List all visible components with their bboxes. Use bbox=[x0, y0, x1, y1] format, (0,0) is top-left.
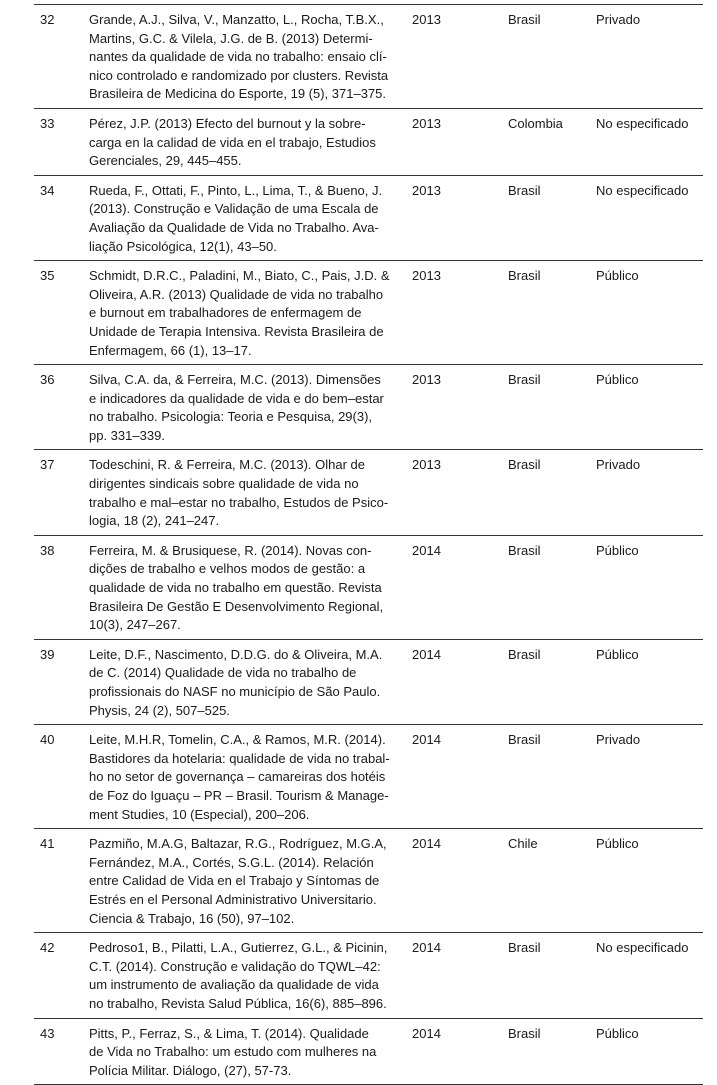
country: Brasil bbox=[508, 639, 596, 724]
references-table-body bbox=[34, 5, 703, 1085]
reference-line: liação Psicológica, 12(1), 43–50. bbox=[89, 238, 277, 254]
publication-year: 2014 bbox=[407, 725, 508, 829]
reference-line: Pazmiño, M.A.G, Baltazar, R.G., Rodríguez, M.G.A, bbox=[89, 836, 387, 852]
reference-line: e indicadores da qualidade de vida e do bem–estar bbox=[89, 390, 384, 406]
row-number: 37 bbox=[34, 450, 89, 535]
reference-line: Pérez, J.P. (2013) Efecto del burnout y la sobre- bbox=[89, 115, 366, 131]
reference-line: Ferreira, M. & Brusiquese, R. (2014). Novas con- bbox=[89, 542, 372, 558]
reference-line: Polícia Militar. Diálogo, (27), 57-73. bbox=[89, 1062, 292, 1078]
reference-citation bbox=[89, 365, 407, 450]
reference-line: nico controlado e randomizado por clusters. Revista bbox=[89, 67, 389, 83]
sector-type: Público bbox=[596, 639, 703, 724]
reference-line: de Foz do Iguaçu – PR – Brasil. Tourism & Manage- bbox=[89, 787, 389, 803]
country: Chile bbox=[508, 829, 596, 933]
country: Brasil bbox=[508, 535, 596, 639]
table-row bbox=[34, 725, 703, 829]
reference-line: Todeschini, R. & Ferreira, M.C. (2013). Olhar de bbox=[89, 457, 365, 473]
reference-line: qualidade de vida no trabalho em questão. Revista bbox=[89, 580, 382, 596]
reference-citation bbox=[89, 108, 407, 175]
sector-type: Público bbox=[596, 829, 703, 933]
country: Brasil bbox=[508, 450, 596, 535]
reference-line: pp. 331–339. bbox=[89, 427, 165, 443]
reference-line: profissionais do NASF no município de São Paulo. bbox=[89, 684, 381, 699]
reference-citation bbox=[89, 933, 407, 1018]
reference-line: Brasileira De Gestão E Desenvolvimento Regional, bbox=[89, 598, 384, 614]
sector-type: No especificado bbox=[596, 108, 703, 175]
country: Colombia bbox=[508, 108, 596, 175]
reference-line: de C. (2014) Qualidade de vida no trabalho de bbox=[89, 665, 357, 681]
country: Brasil bbox=[508, 175, 596, 260]
reference-citation bbox=[89, 261, 407, 365]
sector-type: Público bbox=[596, 365, 703, 450]
row-number: 43 bbox=[34, 1018, 89, 1085]
reference-citation bbox=[89, 829, 407, 933]
country: Brasil bbox=[508, 933, 596, 1018]
table-row bbox=[34, 1018, 703, 1085]
reference-line: dições de trabalho e velhos modos de gestão: a bbox=[89, 561, 366, 577]
reference-line: Leite, D.F., Nascimento, D.D.G. do & Oliveira, M.A. bbox=[89, 646, 383, 662]
reference-citation bbox=[89, 725, 407, 829]
country: Brasil bbox=[508, 725, 596, 829]
reference-line: logia, 18 (2), 241–247. bbox=[89, 513, 220, 529]
reference-line: Oliveira, A.R. (2013) Qualidade de vida no trabalho bbox=[89, 286, 384, 302]
reference-line: e burnout em trabalhadores de enfermagem de bbox=[89, 305, 362, 321]
reference-line: Martins, G.C. & Vilela, J.G. de B. (2013) Determi- bbox=[89, 30, 373, 46]
reference-line: Leite, M.H.R, Tomelin, C.A., & Ramos, M.R. (2014). bbox=[89, 732, 386, 748]
reference-line: Brasileira de Medicina do Esporte, 19 (5), 371–375. bbox=[89, 86, 387, 102]
table-row bbox=[34, 108, 703, 175]
reference-line: Schmidt, D.R.C., Paladini, M., Biato, C., Pais, J.D. & bbox=[89, 268, 390, 284]
reference-line: Gerenciales, 29, 445–455. bbox=[89, 153, 242, 169]
reference-line: Pitts, P., Ferraz, S., & Lima, T. (2014). Qualidade bbox=[89, 1025, 369, 1041]
row-number: 33 bbox=[34, 108, 89, 175]
reference-line: C.T. (2014). Construção e validação do TQWL–42: bbox=[89, 958, 381, 974]
sector-type: Privado bbox=[596, 5, 703, 109]
row-number: 38 bbox=[34, 535, 89, 639]
reference-line: trabalho e mal–estar no trabalho, Estudos de Psico- bbox=[89, 494, 389, 510]
sector-type: Privado bbox=[596, 450, 703, 535]
publication-year: 2014 bbox=[407, 1018, 508, 1085]
publication-year: 2013 bbox=[407, 5, 508, 109]
reference-line: dirigentes sindicais sobre qualidade de vida no bbox=[89, 476, 359, 492]
reference-line: Silva, C.A. da, & Ferreira, M.C. (2013). Dimensões bbox=[89, 372, 381, 388]
row-number: 34 bbox=[34, 175, 89, 260]
sector-type: No especificado bbox=[596, 175, 703, 260]
table-row bbox=[34, 933, 703, 1018]
row-number: 32 bbox=[34, 5, 89, 109]
table-row bbox=[34, 261, 703, 365]
reference-line: Ciencia & Trabajo, 16 (50), 97–102. bbox=[89, 910, 295, 926]
country: Brasil bbox=[508, 1018, 596, 1085]
reference-line: Fernández, M.A., Cortés, S.G.L. (2014). Relación bbox=[89, 854, 374, 870]
reference-line: Estrés en el Personal Administrativo Universitario. bbox=[89, 891, 377, 907]
table-row bbox=[34, 175, 703, 260]
reference-line: ment Studies, 10 (Especial), 200–206. bbox=[89, 806, 310, 822]
reference-citation bbox=[89, 535, 407, 639]
reference-line: Physis, 24 (2), 507–525. bbox=[89, 702, 230, 718]
reference-citation bbox=[89, 450, 407, 535]
publication-year: 2013 bbox=[407, 175, 508, 260]
sector-type: Privado bbox=[596, 725, 703, 829]
publication-year: 2013 bbox=[407, 261, 508, 365]
publication-year: 2014 bbox=[407, 639, 508, 724]
reference-citation bbox=[89, 639, 407, 724]
reference-line: Unidade de Terapia Intensiva. Revista Brasileira de bbox=[89, 323, 384, 339]
reference-line: entre Calidad de Vida en el Trabajo y Síntomas de bbox=[89, 873, 380, 889]
row-number: 39 bbox=[34, 639, 89, 724]
table-row bbox=[34, 450, 703, 535]
publication-year: 2014 bbox=[407, 829, 508, 933]
reference-line: Grande, A.J., Silva, V., Manzatto, L., Rocha, T.B.X., bbox=[89, 12, 384, 27]
table-row bbox=[34, 829, 703, 933]
reference-line: Bastidores da hotelaria: qualidade de vida no trabal- bbox=[89, 750, 390, 766]
reference-line: Rueda, F., Ottati, F., Pinto, L., Lima, T., & Bueno, J. bbox=[89, 182, 383, 198]
publication-year: 2013 bbox=[407, 108, 508, 175]
row-number: 35 bbox=[34, 261, 89, 365]
references-table bbox=[34, 4, 703, 1085]
reference-citation bbox=[89, 5, 407, 109]
reference-citation bbox=[89, 175, 407, 260]
reference-line: 10(3), 247–267. bbox=[89, 617, 181, 633]
reference-line: (2013). Construção e Validação de uma Escala de bbox=[89, 201, 379, 217]
reference-line: de Vida no Trabalho: um estudo com mulheres na bbox=[89, 1044, 377, 1060]
publication-year: 2014 bbox=[407, 933, 508, 1018]
publication-year: 2013 bbox=[407, 365, 508, 450]
row-number: 42 bbox=[34, 933, 89, 1018]
country: Brasil bbox=[508, 261, 596, 365]
country: Brasil bbox=[508, 5, 596, 109]
publication-year: 2013 bbox=[407, 450, 508, 535]
reference-line: ho no setor de governança – camareiras dos hotéis bbox=[89, 769, 386, 785]
sector-type: Público bbox=[596, 261, 703, 365]
reference-line: no trabalho. Psicologia: Teoria e Pesquisa, 29(3), bbox=[89, 409, 373, 425]
table-row bbox=[34, 639, 703, 724]
reference-line: Avaliação da Qualidade de Vida no Trabalho. Ava- bbox=[89, 219, 379, 235]
reference-line: Enfermagem, 66 (1), 13–17. bbox=[89, 342, 252, 358]
publication-year: 2014 bbox=[407, 535, 508, 639]
reference-line: Pedroso1, B., Pilatti, L.A., Gutierrez, G.L., & Picinin, bbox=[89, 940, 388, 956]
country: Brasil bbox=[508, 365, 596, 450]
table-row bbox=[34, 365, 703, 450]
sector-type: Público bbox=[596, 1018, 703, 1085]
row-number: 41 bbox=[34, 829, 89, 933]
reference-line: nantes da qualidade de vida no trabalho: ensaio clí- bbox=[89, 49, 387, 65]
reference-line: no trabalho, Revista Salud Pública, 16(6), 885–896. bbox=[89, 995, 387, 1011]
table-row bbox=[34, 535, 703, 639]
row-number: 40 bbox=[34, 725, 89, 829]
reference-citation bbox=[89, 1018, 407, 1085]
reference-line: carga en la calidad de vida en el trabajo, Estudios bbox=[89, 134, 376, 150]
table-row bbox=[34, 5, 703, 109]
sector-type: No especificado bbox=[596, 933, 703, 1018]
reference-line: um instrumento de avaliação da qualidade de vida bbox=[89, 977, 379, 993]
row-number: 36 bbox=[34, 365, 89, 450]
sector-type: Público bbox=[596, 535, 703, 639]
